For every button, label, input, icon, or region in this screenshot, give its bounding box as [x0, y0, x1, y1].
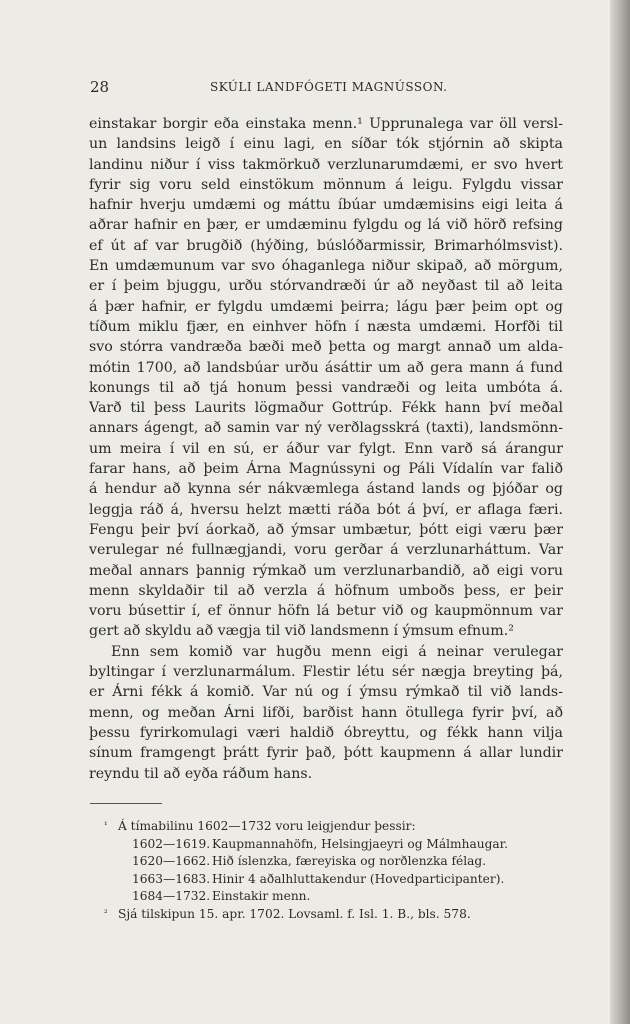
text-line: fyrir sig voru seld einstökum mönnum á leigu. Fylgdu vissar [89, 176, 563, 193]
text-line: hafnir hverju umdæmi og máttu íbúar umdæmisins eigi leita á [89, 197, 563, 214]
lessee-name: Hinir 4 aðalhluttakendur (Hovedparticipanter). [212, 871, 505, 886]
text-line: Enn sem komið var hugðu menn eigi á neinar verulegar [111, 643, 563, 660]
text-line: aðrar hafnir en þær, er umdæminu fylgdu og lá við hörð refsing [89, 217, 563, 234]
period-range: 1663—1683. [132, 871, 211, 886]
lessee-name: Hið íslenzka, færeyiska og norðlenzka félag. [212, 854, 487, 869]
footnote-2 [104, 906, 558, 924]
text-line: sínum framgengt þrátt fyrir það, þótt kaupmenn á allar lundir [89, 745, 563, 762]
text-line: reyndu til að eyða ráðum hans. [89, 765, 313, 782]
text-line: Fengu þeir því áorkað, að ýmsar umbætur, þótt eigi væru þær [89, 521, 563, 538]
footnote-text: Sjá tilskipun 15. apr. 1702. Lovsaml. f. Isl. 1. B., bls. 578. [118, 906, 471, 921]
text-line: gert að skyldu að vægja til við landsmenn í ýmsum efnum.² [89, 623, 514, 640]
text-line: annars ágengt, að samin var ný verðlagsskrá (taxti), landsmönn- [89, 420, 563, 437]
text-line: menn skyldaðir til að verzla á höfnum umboðs þess, er þeir [89, 582, 563, 599]
footnote-marker: ² [104, 908, 108, 919]
period-range: 1684—1732. [132, 889, 211, 904]
text-line: ef út af var brugðið (hýðing, búslóðarmissir, Brimarhólmsvist). [89, 237, 563, 254]
text-line: á hendur að kynna sér nákvæmlega ástand lands og þjóðar og [89, 481, 563, 498]
footnotes [104, 818, 558, 924]
lessee-name: Kaupmannahöfn, Helsingjaeyri og Málmhaugar. [212, 836, 508, 851]
text-line: konungs til að tjá honum þessi vandræði og leita umbóta á. [89, 379, 563, 396]
period-range: 1602—1619. [132, 836, 211, 851]
text-line: er Árni fékk á komið. Var nú og í ýmsu rýmkað til við lands- [89, 684, 563, 701]
text-line: mótin 1700, að landsbúar urðu ásáttir um að gera mann á fund [89, 359, 563, 376]
footnote-list-item [118, 871, 558, 889]
footnote-marker: ¹ [104, 821, 108, 831]
period-range: 1620—1662. [132, 854, 211, 869]
text-line: meðal annars þannig rýmkað um verzlunarbandið, að eigi voru [89, 562, 563, 579]
lessee-name: Einstakir menn. [212, 889, 311, 904]
text-line: tíðum miklu fjær, en einhver höfn í næsta umdæmi. Horfði til [89, 318, 563, 335]
text-line: farar hans, að þeim Árna Magnússyni og Páli Vídalín var falið [89, 461, 563, 478]
text-line: un landsins leigð í einu lagi, en síðar tók stjórnin að skipta [89, 136, 563, 153]
footnote-list-item [118, 853, 558, 871]
footnote-list-item [118, 836, 558, 854]
footnote-1 [104, 818, 558, 836]
footnote-text: Á tímabilinu 1602—1732 voru leigjendur þessir: [118, 819, 416, 833]
text-line: um meira í vil en sú, er áður var fylgt. Enn varð sá árangur [89, 440, 563, 457]
footnote-divider [90, 803, 162, 804]
text-line: svo stórra vandræða bæði með þetta og margt annað um alda- [89, 339, 563, 356]
text-line: verulegar né fullnægjandi, voru gerðar á verzlunarháttum. Var [89, 542, 563, 559]
text-line: einstakar borgir eða einstaka menn.¹ Upprunalega var öll versl- [89, 116, 563, 132]
text-line: landinu niður í viss takmörkuð verzlunarumdæmi, er svo hvert [89, 156, 563, 173]
footnote-list-item [118, 888, 558, 906]
text-line: Varð til þess Laurits lögmaður Gottrúp. Fékk hann því meðal [89, 400, 563, 417]
text-line: byltingar í verzlunarmálum. Flestir létu sér nægja breyting þá, [89, 664, 563, 681]
page-edge-shadow [610, 0, 630, 1024]
text-line: menn, og meðan Árni lifði, barðist hann ötullega fyrir því, að [89, 704, 563, 721]
page-number: 28 [90, 78, 110, 96]
text-line: En umdæmunum var svo óhaganlega niður skipað, að mörgum, [89, 258, 563, 275]
body-text [89, 114, 563, 784]
text-line: voru búsettir í, ef önnur höfn lá betur við og kaupmönnum var [89, 603, 563, 620]
text-line: leggja ráð á, hversu helzt mætti ráða bót á því, er aflaga færi. [89, 501, 563, 518]
page-header [90, 78, 560, 98]
running-title: SKÚLI LANDFÓGETI MAGNÚSSON. [210, 80, 448, 94]
text-line: er í þeim bjuggu, urðu stórvandræði úr að neyðast til að leita [89, 278, 563, 295]
text-line: þessu fyrirkomulagi væri haldið óbreyttu, og fékk hann vilja [89, 724, 563, 741]
text-line: á þær hafnir, er fylgdu umdæmi þeirra; lágu þær þeim opt og [89, 298, 563, 315]
